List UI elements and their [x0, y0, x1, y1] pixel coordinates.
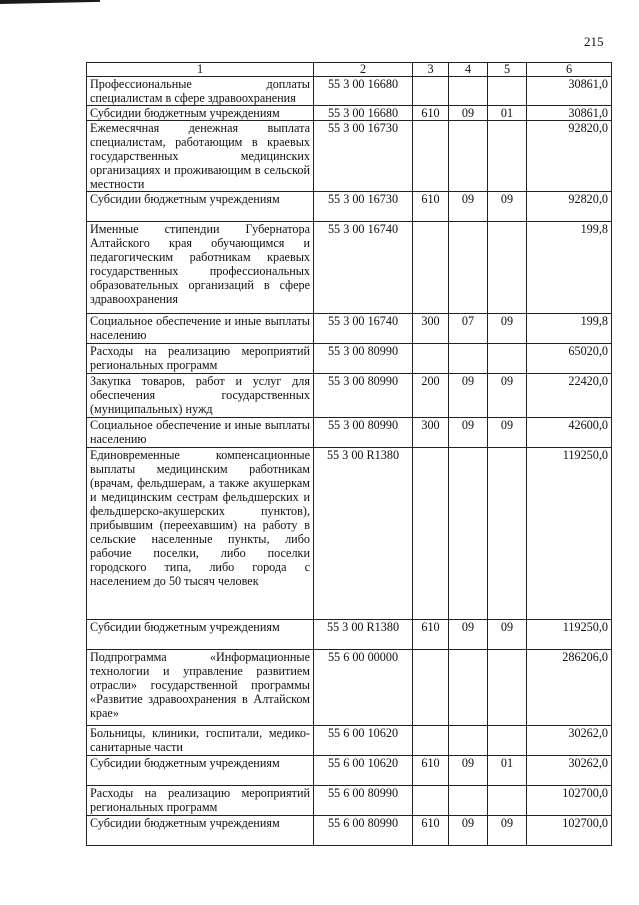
- row-code-cell: 55 6 00 10620: [314, 756, 413, 786]
- row-code-cell: 55 3 00 16740: [314, 222, 413, 314]
- row-subsection-cell: 09: [488, 314, 527, 344]
- row-amount-cell: 30262,0: [527, 726, 612, 756]
- row-code-cell: 55 3 00 R1380: [314, 620, 413, 650]
- row-name-cell: Социальное обеспечение и иные выплаты населению: [87, 418, 314, 448]
- row-expense-type-cell: [413, 344, 449, 374]
- row-expense-type-cell: [413, 650, 449, 726]
- row-expense-type-cell: [413, 121, 449, 192]
- row-subsection-cell: [488, 448, 527, 620]
- table-row: [87, 314, 612, 344]
- table-row: [87, 756, 612, 786]
- row-subsection-cell: [488, 121, 527, 192]
- row-name-cell: Ежемесячная денежная выплата специалистам, работающим в краевых государственных медицинских организациях и проживающим в сельской местности: [87, 121, 314, 192]
- table-row: [87, 77, 612, 106]
- row-expense-type-cell: [413, 222, 449, 314]
- table-row: [87, 816, 612, 846]
- row-section-cell: 09: [449, 620, 488, 650]
- page-number: 215: [584, 34, 604, 49]
- row-expense-type-cell: 300: [413, 418, 449, 448]
- row-amount-cell: 102700,0: [527, 786, 612, 816]
- row-section-cell: [449, 650, 488, 726]
- row-code-cell: 55 3 00 80990: [314, 374, 413, 418]
- row-amount-cell: 199,8: [527, 314, 612, 344]
- row-name-cell: Единовременные компенсационные выплаты медицинским работникам (врачам, фельдшерам, а также акушеркам и медицинским сестрам фельдшерских и фельдшерско-акушерских пунктов), прибывшим (переехавшим) на работу в сельские населенные пункты, либо рабочие поселки, либо поселки городского типа, либо города с населением до 50 тысяч человек: [87, 448, 314, 620]
- row-section-cell: 07: [449, 314, 488, 344]
- row-subsection-cell: 01: [488, 106, 527, 121]
- row-amount-cell: 42600,0: [527, 418, 612, 448]
- row-code-cell: 55 3 00 80990: [314, 344, 413, 374]
- row-subsection-cell: 01: [488, 756, 527, 786]
- row-code-cell: 55 3 00 16740: [314, 314, 413, 344]
- row-name-cell: Субсидии бюджетным учреждениям: [87, 192, 314, 222]
- row-subsection-cell: [488, 726, 527, 756]
- row-subsection-cell: 09: [488, 620, 527, 650]
- row-name-cell: Подпрограмма «Информационные технологии и управление развитием отрасли» государственной программы «Развитие здравоохранения в Алтайском крае»: [87, 650, 314, 726]
- row-name-cell: Субсидии бюджетным учреждениям: [87, 106, 314, 121]
- row-amount-cell: 119250,0: [527, 448, 612, 620]
- row-code-cell: 55 3 00 16730: [314, 121, 413, 192]
- row-name-cell: Больницы, клиники, госпитали, медико-санитарные части: [87, 726, 314, 756]
- row-name-cell: Социальное обеспечение и иные выплаты населению: [87, 314, 314, 344]
- row-name-cell: Субсидии бюджетным учреждениям: [87, 756, 314, 786]
- row-amount-cell: 30861,0: [527, 106, 612, 121]
- column-header: 1: [87, 63, 314, 77]
- column-header: 2: [314, 63, 413, 77]
- row-subsection-cell: 09: [488, 816, 527, 846]
- row-subsection-cell: [488, 344, 527, 374]
- row-expense-type-cell: 200: [413, 374, 449, 418]
- row-expense-type-cell: [413, 726, 449, 756]
- column-header: 5: [488, 63, 527, 77]
- row-amount-cell: 102700,0: [527, 816, 612, 846]
- row-code-cell: 55 3 00 R1380: [314, 448, 413, 620]
- table-row: [87, 106, 612, 121]
- row-code-cell: 55 3 00 80990: [314, 418, 413, 448]
- row-section-cell: 09: [449, 374, 488, 418]
- row-amount-cell: 65020,0: [527, 344, 612, 374]
- row-name-cell: Именные стипендии Губернатора Алтайского края обучающимся и педагогическим работникам краевых государственных профессиональных образовательных организаций в сфере здравоохранения: [87, 222, 314, 314]
- row-code-cell: 55 3 00 16680: [314, 77, 413, 106]
- row-expense-type-cell: 610: [413, 192, 449, 222]
- row-section-cell: [449, 222, 488, 314]
- row-section-cell: 09: [449, 418, 488, 448]
- table-header-row: [87, 63, 612, 77]
- table-row: [87, 650, 612, 726]
- row-amount-cell: 199,8: [527, 222, 612, 314]
- row-section-cell: [449, 786, 488, 816]
- row-code-cell: 55 6 00 00000: [314, 650, 413, 726]
- row-expense-type-cell: [413, 77, 449, 106]
- row-section-cell: [449, 726, 488, 756]
- row-section-cell: 09: [449, 756, 488, 786]
- row-section-cell: [449, 344, 488, 374]
- table-row: [87, 222, 612, 314]
- row-amount-cell: 119250,0: [527, 620, 612, 650]
- row-subsection-cell: [488, 77, 527, 106]
- row-amount-cell: 92820,0: [527, 121, 612, 192]
- row-subsection-cell: 09: [488, 418, 527, 448]
- row-expense-type-cell: 300: [413, 314, 449, 344]
- row-expense-type-cell: [413, 786, 449, 816]
- row-name-cell: Расходы на реализацию мероприятий региональных программ: [87, 786, 314, 816]
- row-section-cell: [449, 77, 488, 106]
- row-subsection-cell: [488, 786, 527, 816]
- row-code-cell: 55 6 00 80990: [314, 816, 413, 846]
- scan-edge-mark: [0, 0, 100, 4]
- row-subsection-cell: [488, 222, 527, 314]
- table-row: [87, 418, 612, 448]
- budget-table: [86, 62, 612, 846]
- table-row: [87, 344, 612, 374]
- row-section-cell: 09: [449, 192, 488, 222]
- column-header: 6: [527, 63, 612, 77]
- row-section-cell: [449, 448, 488, 620]
- row-name-cell: Закупка товаров, работ и услуг для обеспечения государственных (муниципальных) нужд: [87, 374, 314, 418]
- table-row: [87, 192, 612, 222]
- row-section-cell: 09: [449, 106, 488, 121]
- row-name-cell: Субсидии бюджетным учреждениям: [87, 620, 314, 650]
- table-row: [87, 786, 612, 816]
- row-subsection-cell: 09: [488, 374, 527, 418]
- row-amount-cell: 92820,0: [527, 192, 612, 222]
- column-header: 3: [413, 63, 449, 77]
- row-expense-type-cell: 610: [413, 756, 449, 786]
- row-code-cell: 55 3 00 16680: [314, 106, 413, 121]
- row-amount-cell: 30262,0: [527, 756, 612, 786]
- row-name-cell: Субсидии бюджетным учреждениям: [87, 816, 314, 846]
- row-code-cell: 55 6 00 10620: [314, 726, 413, 756]
- row-section-cell: [449, 121, 488, 192]
- table-row: [87, 448, 612, 620]
- row-name-cell: Расходы на реализацию мероприятий региональных программ: [87, 344, 314, 374]
- row-code-cell: 55 6 00 80990: [314, 786, 413, 816]
- row-expense-type-cell: [413, 448, 449, 620]
- row-expense-type-cell: 610: [413, 106, 449, 121]
- row-amount-cell: 30861,0: [527, 77, 612, 106]
- table-row: [87, 374, 612, 418]
- row-expense-type-cell: 610: [413, 816, 449, 846]
- row-subsection-cell: 09: [488, 192, 527, 222]
- row-amount-cell: 22420,0: [527, 374, 612, 418]
- row-subsection-cell: [488, 650, 527, 726]
- row-section-cell: 09: [449, 816, 488, 846]
- table-row: [87, 620, 612, 650]
- row-code-cell: 55 3 00 16730: [314, 192, 413, 222]
- table-row: [87, 121, 612, 192]
- row-name-cell: Профессиональные доплаты специалистам в сфере здравоохранения: [87, 77, 314, 106]
- column-header: 4: [449, 63, 488, 77]
- table-row: [87, 726, 612, 756]
- row-expense-type-cell: 610: [413, 620, 449, 650]
- row-amount-cell: 286206,0: [527, 650, 612, 726]
